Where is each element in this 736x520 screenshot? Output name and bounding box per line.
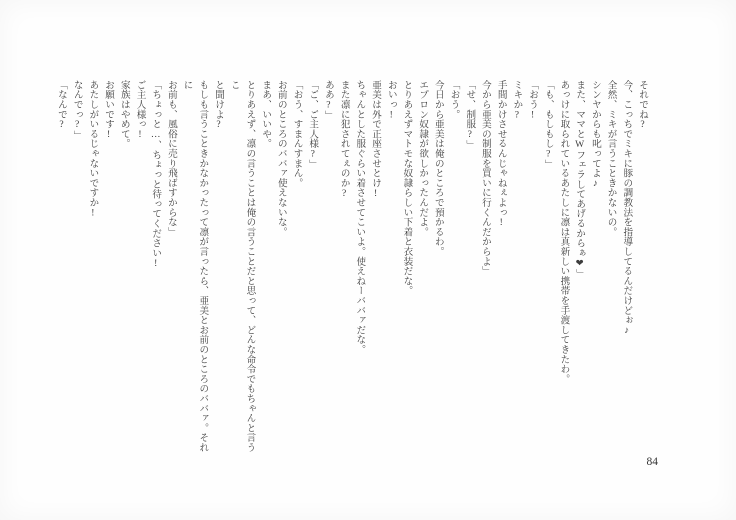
text-line: お前も、風俗に売り飛ばすからな」: [165, 80, 177, 237]
text-line: 「ちょっと…、ちょっと待ってください!: [150, 80, 162, 269]
text-line: なんでっ?」: [71, 80, 83, 141]
text-line: お願いです!: [103, 80, 115, 141]
text-line: それでね?: [637, 80, 648, 131]
text-line: 「おう。: [448, 80, 460, 120]
text-line: あっけに取られているあたしに凛は真新しい携帯を手渡してきたわ。: [558, 80, 570, 384]
text-line: 亜美は外で正座させとけ!: [370, 80, 382, 199]
text-line: 「せ、制服?」: [464, 80, 476, 150]
text-line: もしも言うこときかなかったって凛が言ったら、亜美とお前のところのババァ。それに: [181, 80, 209, 453]
vertical-text-block: [53, 80, 650, 456]
text-line: ああ?」: [322, 80, 334, 121]
text-line: 「も、もしもし?」: [542, 80, 554, 170]
text-line: 「おう!: [527, 80, 539, 121]
text-line: 全然、ミキが言うこときかないの。: [605, 80, 617, 237]
text-line: ご主人様っ!: [134, 80, 146, 141]
text-line: とりあえずマトモな奴隷らしい下着と衣装だな。: [401, 80, 413, 296]
text-line: ミキか?: [511, 80, 523, 121]
text-line: また凛に犯されてぇのか?: [338, 80, 350, 199]
text-line: 今、こっちでミキに豚の調教法を指導してるんだけどぉ♪: [621, 80, 633, 337]
text-line: とりあえず、凛の言うことは俺の言うことだと思って、どんな命令でもちゃんと言うこ: [228, 80, 256, 453]
page-number: 84: [646, 456, 658, 468]
text-line: また、ママとWフェラしてあげるからぁ❤」: [574, 80, 586, 279]
text-line: お前のところのババァ使えないな。: [275, 80, 287, 237]
text-line: シンヤからも叱ってよ♪: [589, 80, 601, 190]
text-line: おいっ!: [385, 80, 397, 121]
text-line: 今から亜美の制服を買いに行くんだからよ」: [479, 80, 491, 276]
text-line: 「ご、ご主人様?」: [307, 80, 319, 170]
text-line: 「なんで?: [55, 80, 67, 131]
text-line: ちゃんとした服ぐらい着させてこいよ。使えねーババァだな。: [354, 80, 366, 355]
text-line: 家族はやめて。: [118, 80, 130, 149]
text-line: と聞けよ?: [213, 80, 225, 131]
text-line: 今日から亜美は俺のところで預かるわ。: [432, 80, 444, 257]
text-line: あたしがいるじゃないですか!: [87, 80, 99, 219]
text-line: 手間かけさせるんじゃねぇよっ!: [495, 80, 507, 229]
text-line: 「おう、すまんすまん。: [291, 80, 303, 188]
text-line: まあ、いいや。: [260, 80, 272, 149]
text-line: エプロン奴隷が欲しかったんだよ。: [417, 80, 429, 237]
